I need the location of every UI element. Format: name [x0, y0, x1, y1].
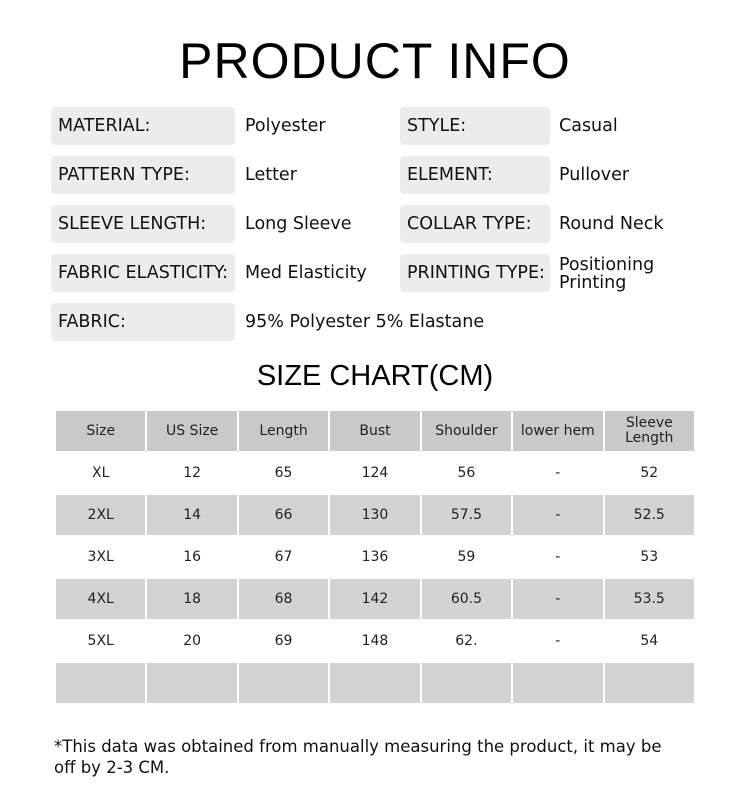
info-value-material: Polyester	[245, 116, 326, 136]
table-cell	[55, 662, 146, 704]
table-cell: 56	[421, 452, 512, 494]
info-label-pattern-type: PATTERN TYPE:	[51, 156, 235, 194]
table-cell: 4XL	[55, 578, 146, 620]
info-row	[0, 107, 750, 147]
info-value-fabric: 95% Polyester 5% Elastane	[245, 312, 485, 332]
table-cell: 54	[604, 620, 695, 662]
header-cell: US Size	[146, 410, 237, 452]
table-cell: 16	[146, 536, 237, 578]
info-row	[0, 254, 750, 294]
size-chart-table	[54, 409, 696, 705]
header-cell: Bust	[329, 410, 420, 452]
table-cell: 65	[238, 452, 329, 494]
table-cell	[146, 662, 237, 704]
table-header-row	[55, 410, 695, 452]
measurement-note: *This data was obtained from manually measuring the product, it may be off by 2-3 CM.	[54, 737, 662, 777]
table-cell: 53	[604, 536, 695, 578]
page-title: PRODUCT INFO	[179, 33, 571, 89]
table-cell: 142	[329, 578, 420, 620]
info-value-pattern-type: Letter	[245, 165, 297, 185]
info-label-style: STYLE:	[400, 107, 550, 145]
table-cell: 12	[146, 452, 237, 494]
table-cell: -	[512, 536, 603, 578]
table-row	[55, 536, 695, 578]
info-value-style: Casual	[559, 116, 618, 136]
table-row	[55, 578, 695, 620]
table-cell: 148	[329, 620, 420, 662]
table-cell	[512, 662, 603, 704]
table-cell: -	[512, 494, 603, 536]
table-row	[55, 452, 695, 494]
info-row	[0, 156, 750, 196]
table-cell: 18	[146, 578, 237, 620]
table-cell: -	[512, 620, 603, 662]
header-cell: Shoulder	[421, 410, 512, 452]
header-cell: lower hem	[512, 410, 603, 452]
info-value-sleeve-length: Long Sleeve	[245, 214, 352, 234]
info-value-fabric-elasticity: Med Elasticity	[245, 263, 367, 283]
info-value-printing-type: Positioning Printing	[559, 255, 655, 293]
table-cell: 136	[329, 536, 420, 578]
table-cell: 20	[146, 620, 237, 662]
table-cell: 57.5	[421, 494, 512, 536]
info-value-collar-type: Round Neck	[559, 214, 664, 234]
info-label-sleeve-length: SLEEVE LENGTH:	[51, 205, 235, 243]
table-cell: 52.5	[604, 494, 695, 536]
table-cell: 62.	[421, 620, 512, 662]
info-label-printing-type: PRINTING TYPE:	[400, 254, 550, 292]
info-label-fabric-elasticity: FABRIC ELASTICITY:	[51, 254, 235, 292]
header-cell: Length	[238, 410, 329, 452]
table-cell: 3XL	[55, 536, 146, 578]
header-cell: Size	[55, 410, 146, 452]
table-cell	[421, 662, 512, 704]
table-cell: 5XL	[55, 620, 146, 662]
table-cell: -	[512, 452, 603, 494]
table-row	[55, 494, 695, 536]
info-row	[0, 205, 750, 245]
info-value-element: Pullover	[559, 165, 630, 185]
info-label-material: MATERIAL:	[51, 107, 235, 145]
header-cell: Sleeve Length	[604, 410, 695, 452]
info-row	[0, 303, 750, 343]
table-cell: 130	[329, 494, 420, 536]
table-cell	[238, 662, 329, 704]
table-cell: 60.5	[421, 578, 512, 620]
table-cell: 52	[604, 452, 695, 494]
table-cell: 69	[238, 620, 329, 662]
table-cell: 59	[421, 536, 512, 578]
table-cell: 67	[238, 536, 329, 578]
table-cell: 2XL	[55, 494, 146, 536]
info-label-fabric: FABRIC:	[51, 303, 235, 341]
size-chart-title: SIZE CHART(CM)	[256, 360, 494, 392]
table-cell	[604, 662, 695, 704]
table-cell: 124	[329, 452, 420, 494]
table-cell	[329, 662, 420, 704]
table-row	[55, 662, 695, 704]
info-label-element: ELEMENT:	[400, 156, 550, 194]
table-row	[55, 620, 695, 662]
table-cell: 14	[146, 494, 237, 536]
info-label-collar-type: COLLAR TYPE:	[400, 205, 550, 243]
table-cell: 68	[238, 578, 329, 620]
table-cell: -	[512, 578, 603, 620]
table-cell: 66	[238, 494, 329, 536]
table-cell: XL	[55, 452, 146, 494]
table-cell: 53.5	[604, 578, 695, 620]
